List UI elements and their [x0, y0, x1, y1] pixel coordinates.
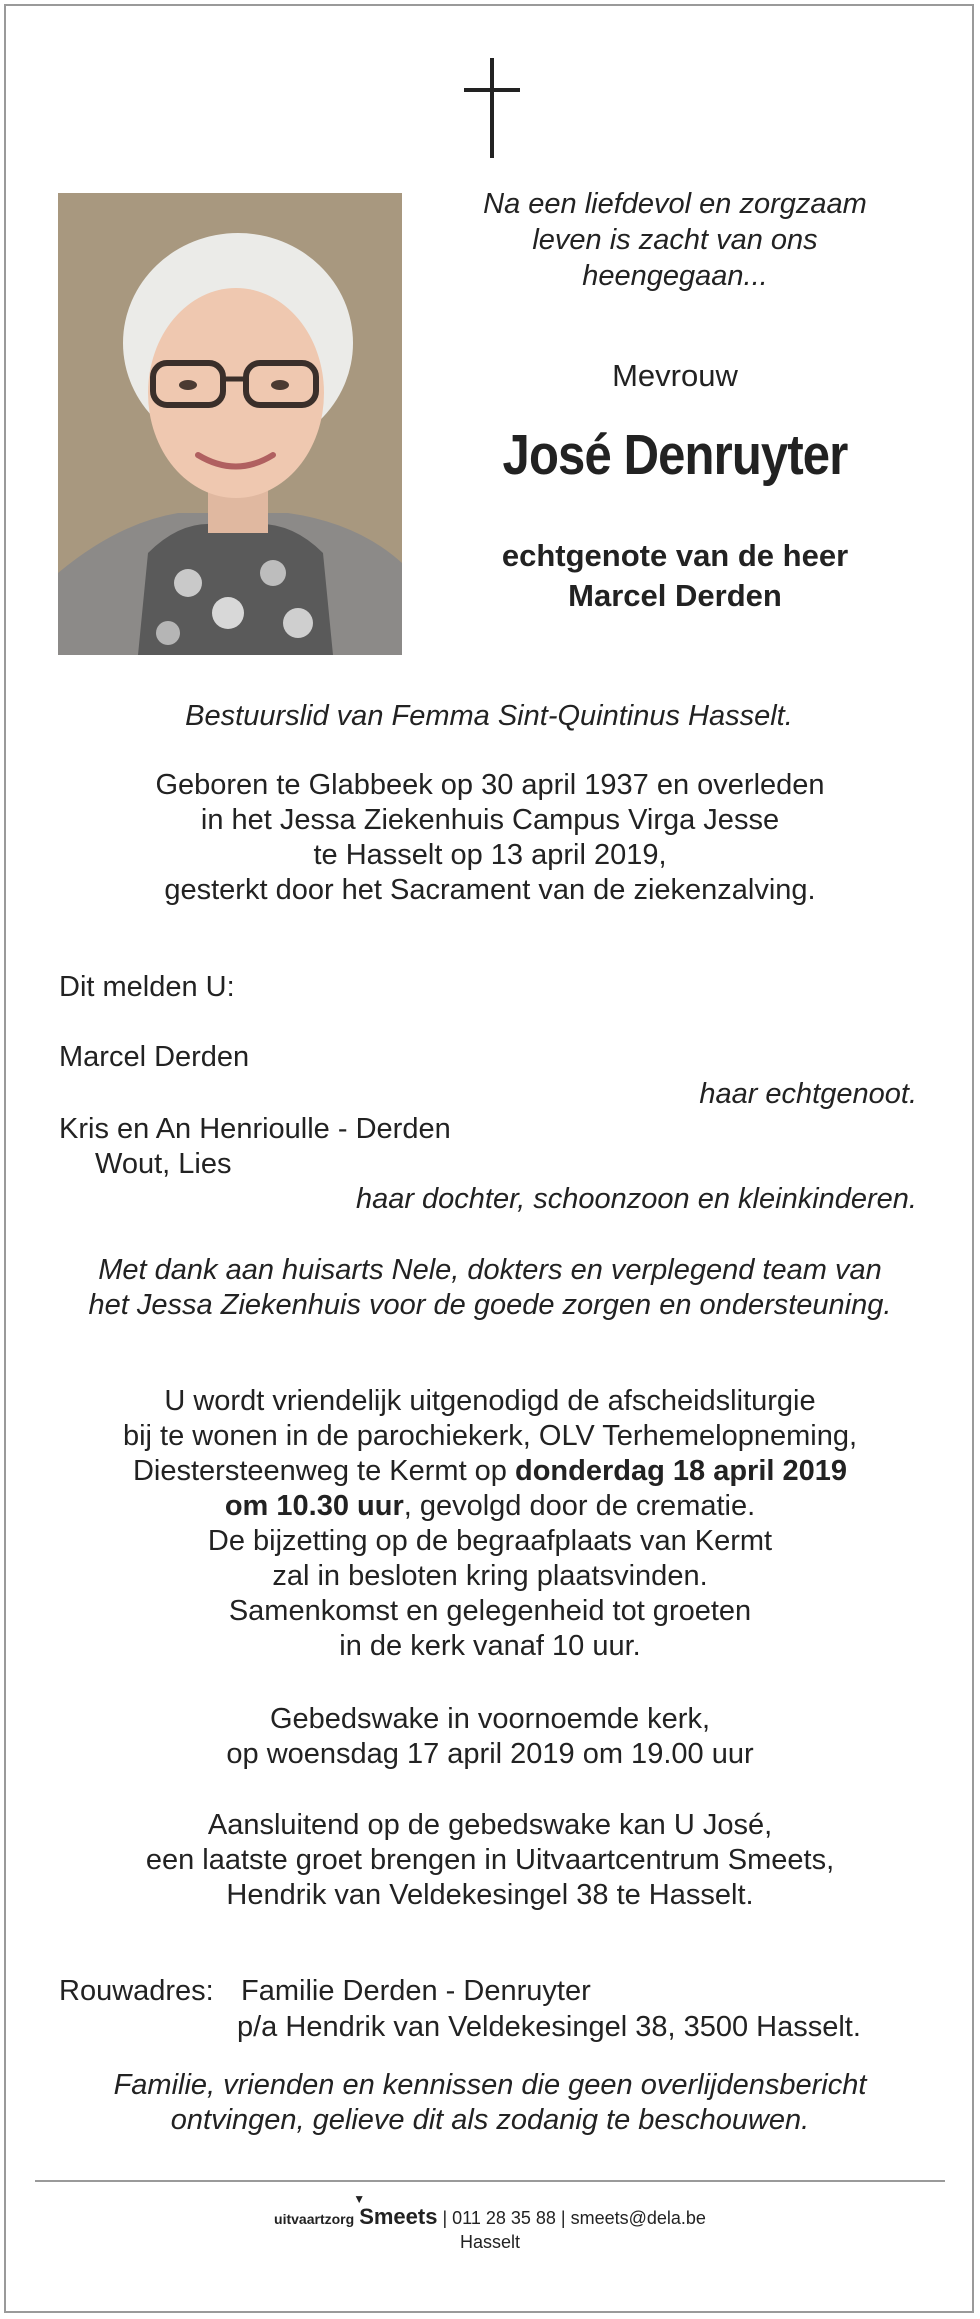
thanks-text: Met dank aan huisarts Nele, dokters en verplegend team van het Jessa Ziekenhuis voor de goede zorgen en ondersteuning. — [88, 1254, 892, 1321]
intro-text: Na een liefdevol en zorgzaam leven is zacht van ons heengegaan... — [483, 188, 867, 292]
spouse-line: echtgenote van de heer Marcel Derden — [501, 538, 849, 613]
address-street: p/a Hendrik van Veldekesingel 38, 3500 Hasselt. — [237, 2011, 861, 2043]
brand-logo: ▼ Smeets — [353, 2192, 438, 2229]
ceremony-time: om 10.30 uur — [224, 1490, 404, 1522]
cross-icon — [464, 58, 520, 158]
brand-prefix: uitvaartzorg — [274, 2211, 355, 2227]
daughter-role: haar dochter, schoonzoon en kleinkinderen. — [355, 1183, 917, 1215]
notice-text: Familie, vrienden en kennissen die geen overlijdensbericht ontvingen, gelieve dit als zodanig te beschouwen. — [113, 2069, 867, 2136]
husband-role: haar echtgenoot. — [699, 1078, 917, 1110]
brand-mark-icon: ▼ — [353, 2192, 366, 2206]
husband-name: Marcel Derden — [59, 1041, 250, 1073]
announce-text: Dit melden U: — [59, 971, 235, 1003]
footer — [0, 2192, 980, 2253]
contact-info: | 011 28 35 88 | smeets@dela.be — [442, 2208, 706, 2228]
portrait-photo — [58, 193, 402, 655]
ceremony-date: donderdag 18 april 2019 — [515, 1455, 848, 1487]
portrait-image — [58, 193, 402, 655]
farewell-text: Aansluitend op de gebedswake kan U José, een laatste groet brengen in Uitvaartcentrum Smeets, Hendrik van Veldekesingel 38 te Hasselt. — [145, 1809, 835, 1911]
liturgy-text: U wordt vriendelijk uitgenodigd de afscheidsliturgie bij te wonen in de parochiekerk, OLV Terhemelopneming, Diestersteenweg te Kermt op donderdag 18 april 2019 om 10.30 uur, gevolgd door de crematie. De bijzetting op de begraafplaats van Kermt zal in besloten kring plaatsvinden. Samenkomst en gelegenheid tot groeten in de kerk vanaf 10 uur. — [122, 1385, 858, 1662]
wake-text: Gebedswake in voornoemde kerk, op woensdag 17 april 2019 om 19.00 uur — [226, 1703, 754, 1770]
address-label: Rouwadres: — [59, 1975, 214, 2007]
daughter-names: Kris en An Henrioulle - Derden — [59, 1113, 451, 1145]
address-name: Familie Derden - Denruyter — [241, 1975, 591, 2007]
footer-city: Hasselt — [459, 2232, 521, 2252]
divider — [35, 2180, 945, 2182]
role-text: Bestuurslid van Femma Sint-Quintinus Hasselt. — [185, 700, 793, 732]
deceased-name: José Denruyter — [502, 423, 848, 487]
salutation: Mevrouw — [612, 358, 738, 393]
birth-death-text: Geboren te Glabbeek op 30 april 1937 en overleden in het Jessa Ziekenhuis Campus Virga Jesse te Hasselt op 13 april 2019, gesterkt door het Sacrament van de ziekenzalving. — [155, 769, 825, 906]
grandchildren-names: Wout, Lies — [95, 1148, 232, 1180]
